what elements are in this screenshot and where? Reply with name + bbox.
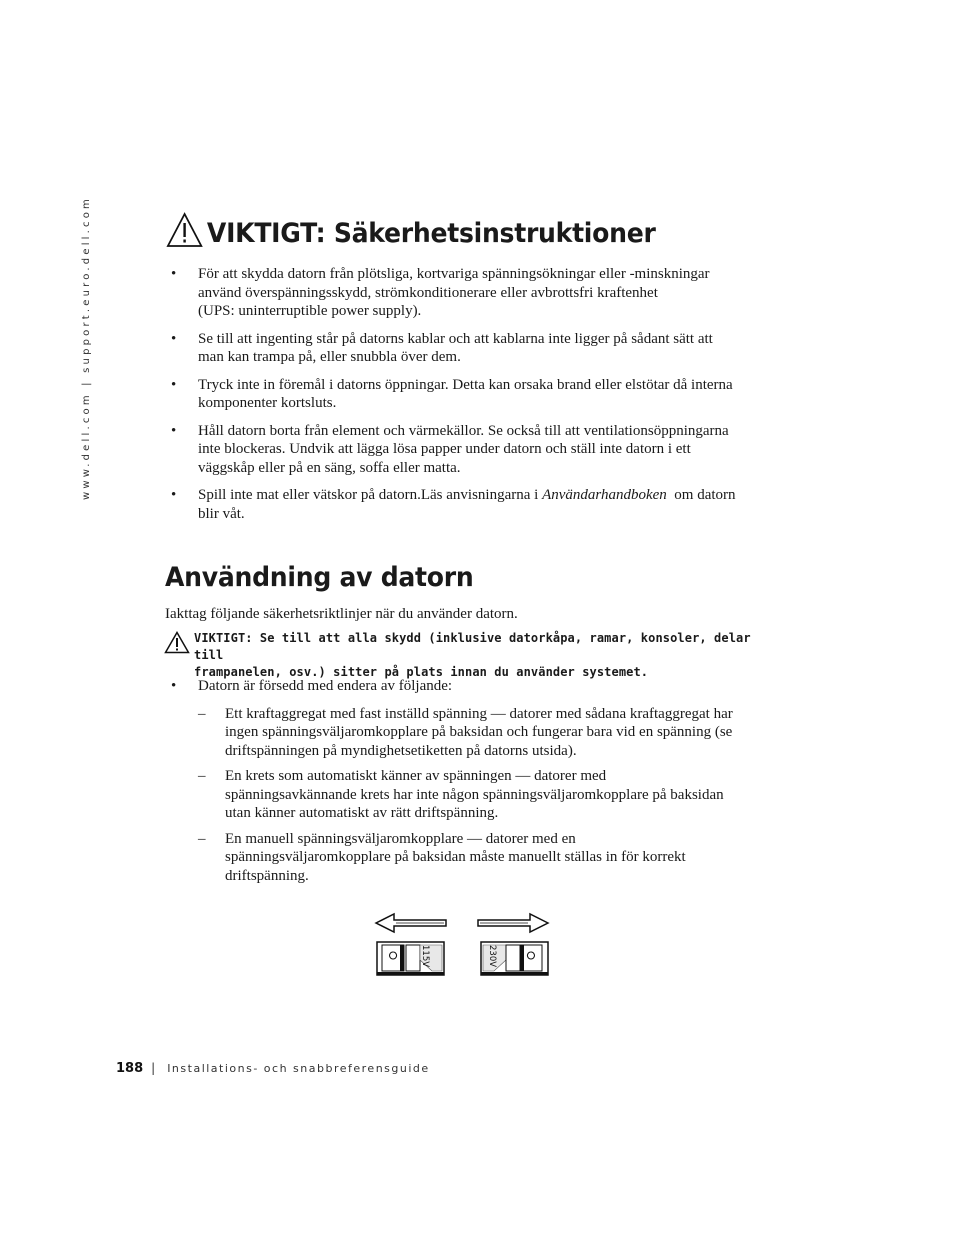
sidebar-url: www.dell.com | support.euro.dell.com [81,196,92,500]
usage-bullet: • Datorn är försedd med endera av följande: – Ett kraftaggregat med fast inställd spänning — datorer med sådana kraftaggregat har ingen spänningsväljaromkopplare på baksidan och fungerar bara vid en spänning (se driftspänningen på myndighetsetiketten på datorns utsida). – En krets som automatiskt känner av spänningen — datorer med spänningsavkännande krets har inte någon spänningsväljaromkopplare på baksidan utan känner automatiskt av rätt driftspänning. – En manuell spänningsväljaromkopplare — datorer med en spänningsväljaromkopplare på baksidan måste manuellt ställas in för korrekt driftspänning. [166,677,776,885]
power-type-item: – En manuell spänningsväljaromkopplare — datorer med en spänningsväljaromkopplare på baksidan måste manuellt ställas in för korrekt driftspänning. [198,830,686,884]
warning-triangle-icon [166,212,203,248]
usage-bullet-list [166,677,776,892]
label-230v: 230V [487,945,497,968]
manual-reference: Användarhandboken [542,487,667,503]
left-arrow-icon [376,914,446,932]
usage-warning [164,630,776,681]
usage-heading: Användning av datorn [165,562,474,593]
safety-bullet: • Håll datorn borta från element och värmekällor. Se också till att ventilationsöppningarna inte blockeras. Undvik att lägga lösa papper under datorn och ställ inte datorn i ett väggskåp eller på en säng, soffa eller matta. [171,422,729,476]
power-type-item: – Ett kraftaggregat med fast inställd spänning — datorer med sådana kraftaggregat har ingen spänningsväljaromkopplare på baksidan och fungerar bara vid en spänning (se driftspänningen på myndighetsetiketten på datorns utsida). [198,705,733,759]
guide-title: Installations- och snabbreferensguide [167,1062,430,1075]
safety-bullet: • Se till att ingenting står på datorns kablar och att kablarna inte ligger på sådant sätt att man kan trampa på, eller snubbla över dem. [171,330,713,365]
safety-bullet: • För att skydda datorn från plötsliga, kortvariga spänningsökningar eller -minskningar använd överspänningsskydd, strömkonditionerare eller avbrottsfri kraftenhet (UPS: uninterruptible power supply). [171,266,710,319]
safety-bullet-list [166,265,776,532]
usage-intro: Iakttag följande säkerhetsriktlinjer när du använder datorn. [165,606,518,622]
power-type-item: – En krets som automatiskt känner av spänningen — datorer med spänningsavkännande krets har inte någon spänningsväljaromkopplare på baksidan utan känner automatiskt av rätt driftspänning. [198,768,724,821]
switch-115v [377,942,444,975]
right-arrow-icon [478,914,548,932]
safety-bullet: • Spill inte mat eller vätskor på datorn.Läs anvisningarna i Användarhandboken om datorn blir våt. [171,487,736,522]
page-number: 188 [116,1061,144,1076]
page-footer [116,1061,430,1076]
voltage-switch-figure [374,910,554,985]
safety-bullet: • Tryck inte in föremål i datorns öppningar. Detta kan orsaka brand eller elstötar då interna komponenter kortsluts. [171,376,733,411]
safety-heading-text: VIKTIGT: Säkerhetsinstruktioner [206,218,656,249]
warning-triangle-icon [164,631,190,654]
footer-separator: | [151,1061,156,1075]
safety-heading [166,212,656,249]
warning-line: VIKTIGT: Se till att alla skydd (inklusive datorkåpa, ramar, konsoler, delar till [194,631,751,662]
label-115v: 115V [420,945,430,968]
power-type-list [198,705,776,886]
warning-line: frampanelen, osv.) sitter på plats innan du använder systemet. [194,665,649,679]
